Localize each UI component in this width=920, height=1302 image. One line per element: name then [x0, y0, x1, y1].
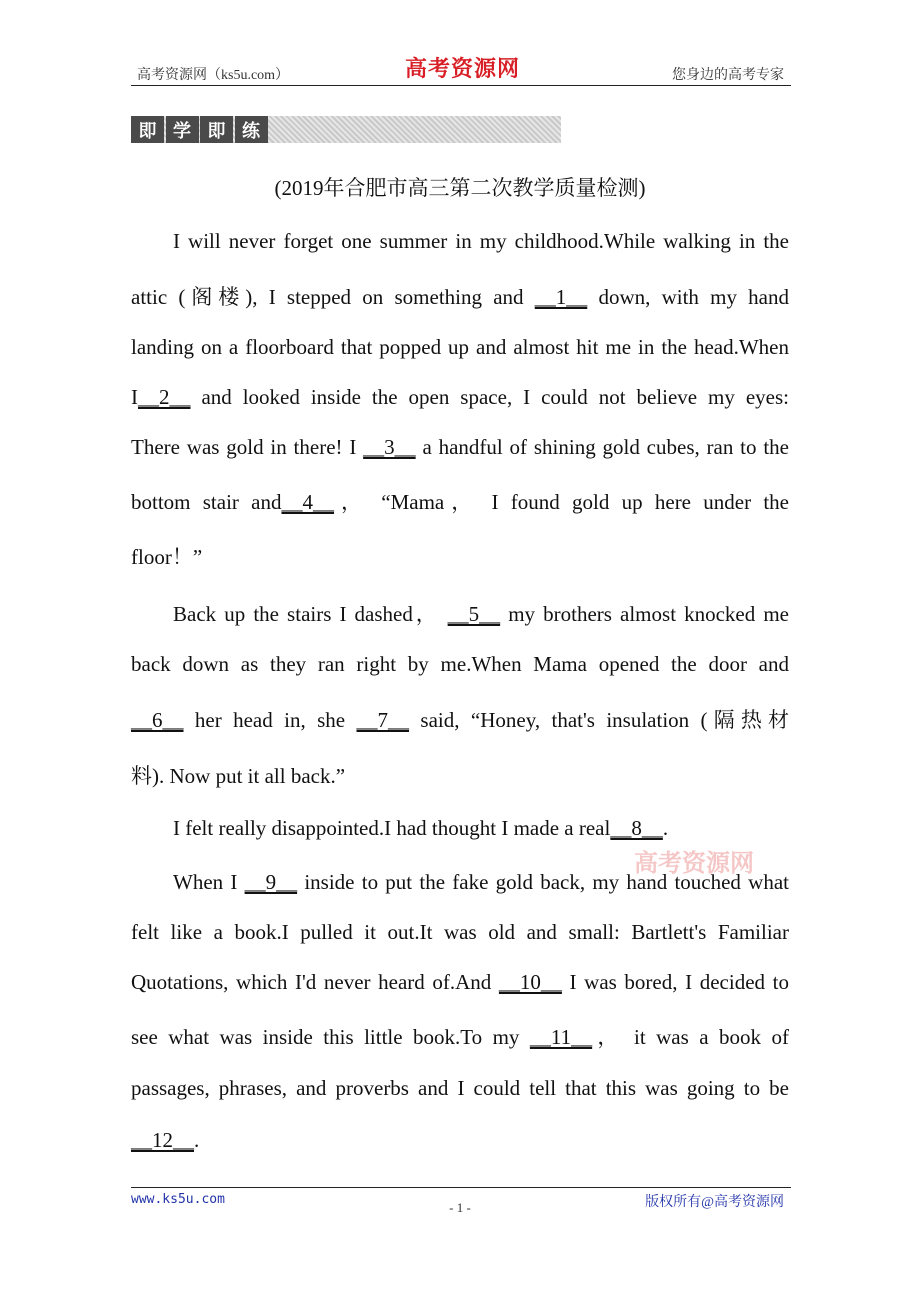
passage-line: There was gold in there! I __3__ a handful of shining gold cubes, ran to the — [131, 435, 789, 459]
blank-6: __6__ — [131, 708, 184, 732]
passage-line: __6__ her head in, she __7__ said, “Honey, that's insulation (隔热材 — [131, 708, 789, 732]
footer-copyright: 版权所有@高考资源网 — [645, 1195, 784, 1210]
blank-11: __11__ — [529, 1025, 593, 1049]
blank-12: __12__ — [131, 1128, 194, 1152]
watermark: 高考资源网 — [634, 848, 754, 877]
passage-line: floor！” — [131, 545, 203, 569]
passage-line: bottom stair and__4__， “Mama， I found gold up here under the — [131, 490, 789, 514]
section-banner — [131, 116, 561, 143]
blank-4: __4__ — [281, 490, 334, 514]
blank-3: __3__ — [363, 435, 416, 459]
header-site-name: 高考资源网（ks5u.com） — [137, 68, 290, 83]
page-number: - 1 - — [449, 1200, 471, 1215]
blank-5: __5__ — [447, 602, 501, 626]
header-logo: 高考资源网 — [405, 56, 521, 82]
banner-char: 即 — [200, 116, 233, 143]
exam-source-title: (2019年合肥市高三第二次教学质量检测) — [274, 176, 646, 200]
blank-7: __7__ — [356, 708, 410, 732]
passage-line: back down as they ran right by me.When Mama opened the door and — [131, 652, 789, 676]
blank-1: __1__ — [534, 285, 588, 309]
passage-line: I__2__ and looked inside the open space, I could not believe my eyes: — [131, 385, 789, 409]
passage-line: I will never forget one summer in my childhood.While walking in the — [173, 229, 789, 253]
passage-line: felt like a book.I pulled it out.It was old and small: Bartlett's Familiar — [131, 920, 789, 944]
passage-line: I felt really disappointed.I had thought I made a real__8__. — [173, 816, 669, 840]
header-slogan: 您身边的高考专家 — [672, 68, 784, 83]
passage-line: Quotations, which I'd never heard of.And __10__ I was bored, I decided to — [131, 970, 789, 994]
blank-9: __9__ — [244, 870, 298, 894]
blank-10: __10__ — [498, 970, 562, 994]
passage-line: Back up the stairs I dashed， __5__ my brothers almost knocked me — [173, 602, 789, 626]
passage-line: __12__. — [131, 1128, 200, 1152]
passage-line: 料). Now put it all back.” — [131, 764, 346, 788]
footer-website-link[interactable]: www.ks5u.com — [131, 1192, 225, 1207]
header-divider — [131, 85, 791, 86]
passage-line: see what was inside this little book.To my __11__， it was a book of — [131, 1025, 789, 1049]
banner-char: 学 — [166, 116, 199, 143]
passage-line: attic (阁楼), I stepped on something and __1__ down, with my hand — [131, 285, 789, 309]
footer-divider — [131, 1187, 791, 1188]
passage-line: When I __9__ inside to put the fake gold back, my hand touched what — [173, 870, 789, 894]
passage-line: landing on a floorboard that popped up and almost hit me in the head.When — [131, 335, 789, 359]
blank-8: __8__ — [610, 816, 663, 840]
blank-2: __2__ — [138, 385, 191, 409]
passage-line: passages, phrases, and proverbs and I could tell that this was going to be — [131, 1076, 789, 1100]
banner-char: 即 — [131, 116, 164, 143]
banner-char: 练 — [235, 116, 268, 143]
